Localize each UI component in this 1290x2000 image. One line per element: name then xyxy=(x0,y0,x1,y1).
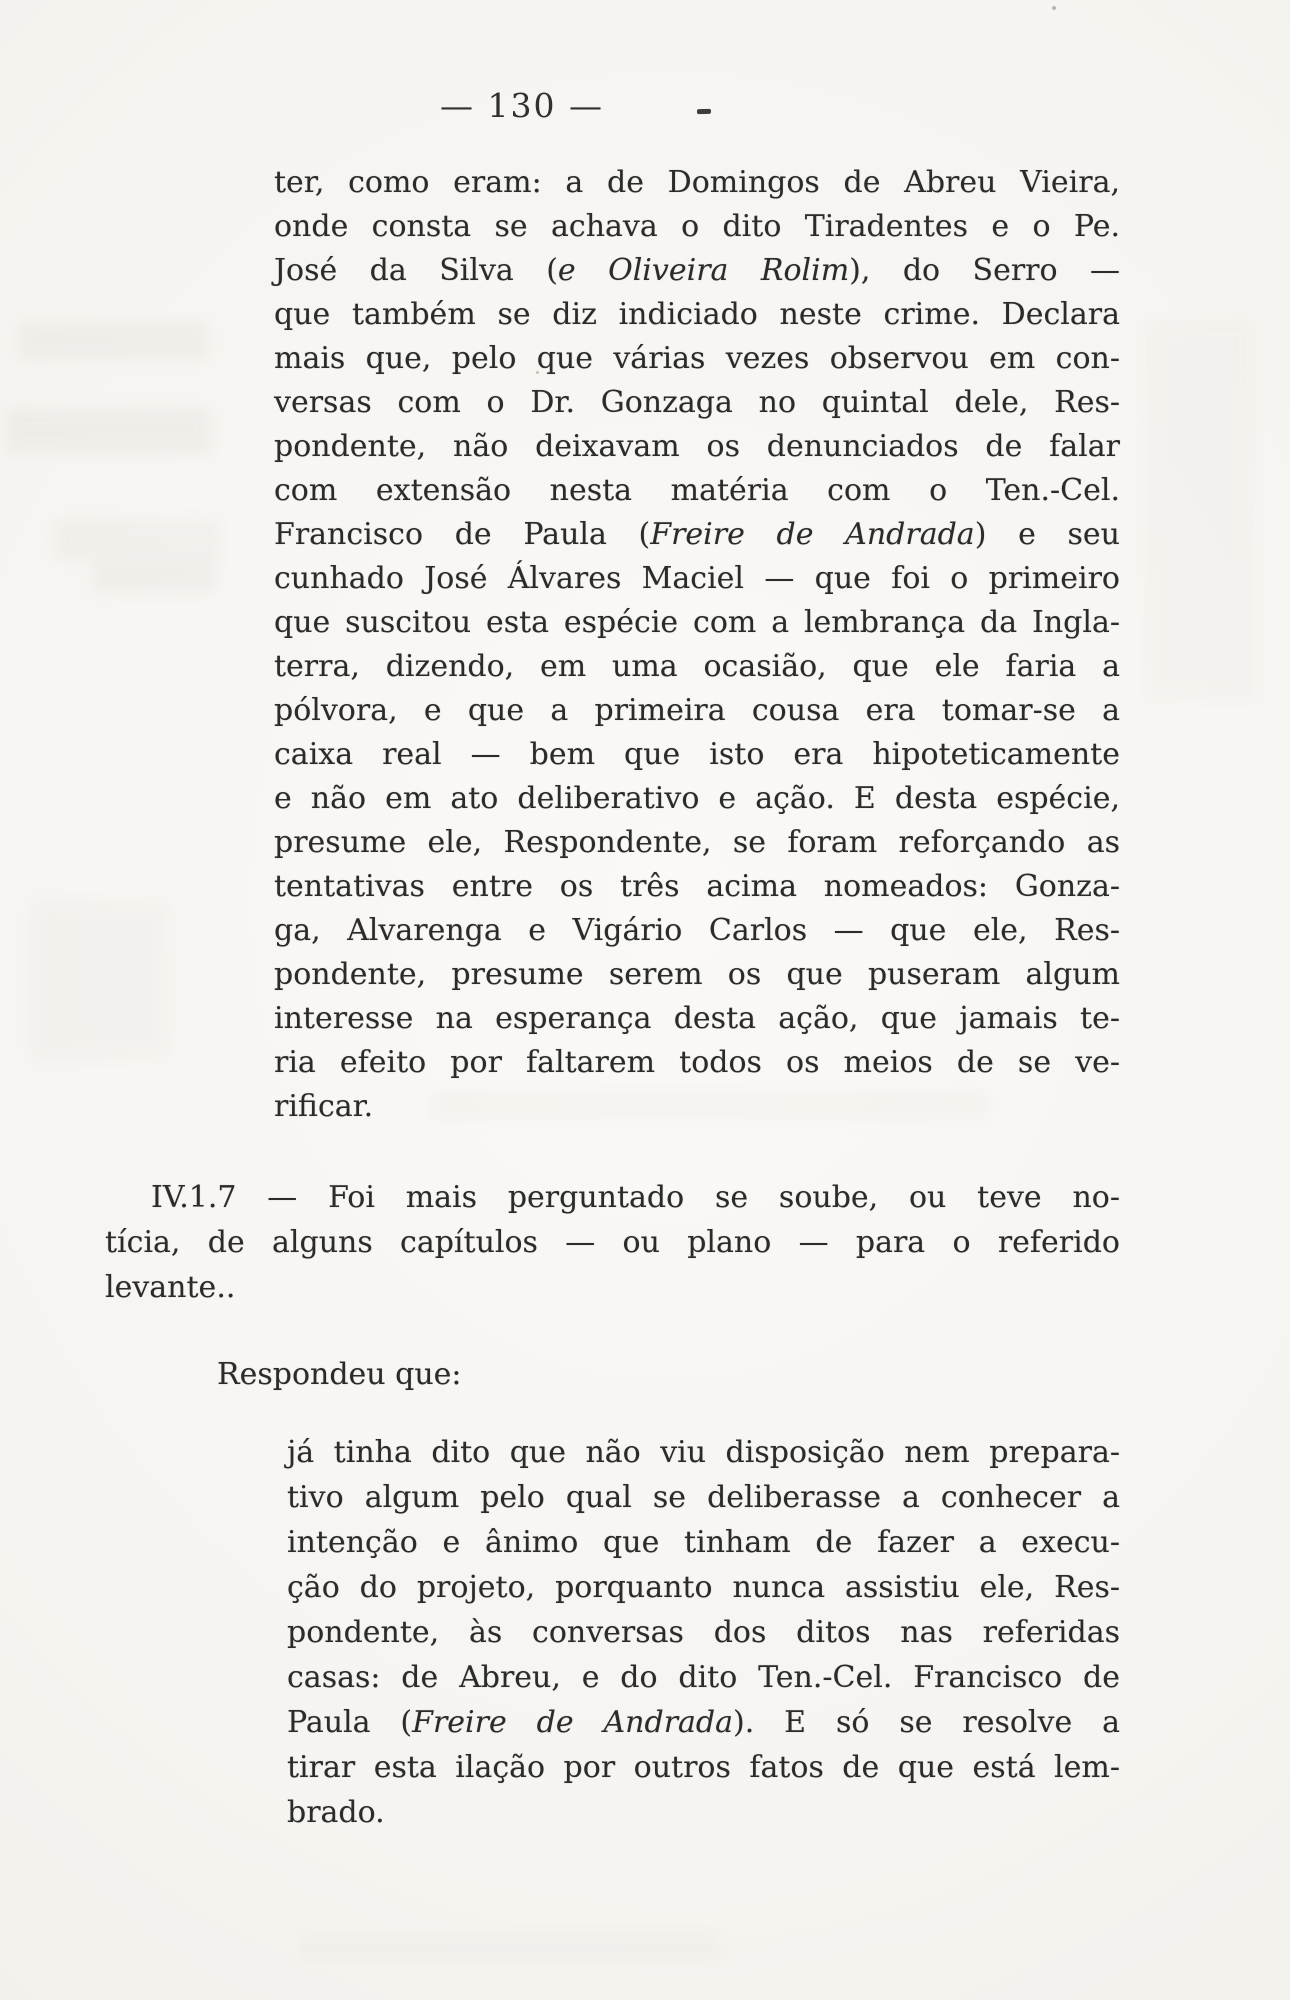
text-line: IV.1.7 — Foi mais perguntado se soube, ou teve no- xyxy=(151,1180,1120,1215)
response-paragraph xyxy=(287,1430,1120,1835)
response-lead-in: Respondeu que: xyxy=(217,1357,462,1392)
text-line: terra, dizendo, em uma ocasião, que ele faria a xyxy=(274,649,1120,684)
deposition-paragraph xyxy=(274,161,1120,1129)
text-line: ter, como eram: a de Domingos de Abreu Vieira, xyxy=(274,165,1120,200)
text-line: casas: de Abreu, e do dito Ten.-Cel. Francisco de xyxy=(287,1660,1120,1695)
scan-smudge xyxy=(92,560,217,594)
scan-smudge xyxy=(1145,320,1255,700)
page-number: — 130 — xyxy=(440,86,604,125)
text-line: tícia, de alguns capítulos — ou plano — para o referido xyxy=(105,1225,1120,1260)
text-line: cunhado José Álvares Maciel — que foi o primeiro xyxy=(274,561,1120,596)
text-line: já tinha dito que não viu disposição nem prepara- xyxy=(287,1435,1120,1470)
text-line: pondente, não deixavam os denunciados de falar xyxy=(274,429,1120,464)
scan-smudge xyxy=(55,520,220,560)
scan-smudge xyxy=(18,322,208,360)
text-line: José da Silva (e Oliveira Rolim), do Serro — xyxy=(274,253,1120,288)
text-line: interesse na esperança desta ação, que jamais te- xyxy=(274,1001,1120,1036)
text-line: tirar esta ilação por outros fatos de que está lem- xyxy=(287,1750,1120,1785)
text-line: pondente, presume serem os que puseram algum xyxy=(274,957,1120,992)
text-line: rificar. xyxy=(274,1089,374,1124)
text-line: tivo algum pelo qual se deliberasse a conhecer a xyxy=(287,1480,1120,1515)
text-line: presume ele, Respondente, se foram reforçando as xyxy=(274,825,1120,860)
text-line: onde consta se achava o dito Tiradentes e o Pe. xyxy=(274,209,1120,244)
dust-speck xyxy=(1052,6,1056,10)
text-line: Paula (Freire de Andrada). E só se resolve a xyxy=(287,1705,1121,1740)
text-line: que suscitou esta espécie com a lembrança da Ingla- xyxy=(274,605,1120,640)
text-line: mais que, pelo que várias vezes observou em con- xyxy=(274,341,1120,376)
text-line: pondente, às conversas dos ditos nas referidas xyxy=(287,1615,1120,1650)
text-line: ção do projeto, porquanto nunca assistiu ele, Res- xyxy=(287,1570,1120,1605)
text-line: levante.. xyxy=(105,1270,236,1305)
text-line: ga, Alvarenga e Vigário Carlos — que ele, Res- xyxy=(274,913,1120,948)
text-line: que também se diz indiciado neste crime. Declara xyxy=(274,297,1120,332)
text-line: intenção e ânimo que tinham de fazer a execu- xyxy=(287,1525,1120,1560)
question-paragraph-iv17 xyxy=(105,1175,1120,1310)
scan-smudge xyxy=(30,900,170,1060)
scan-smudge xyxy=(300,1935,720,1961)
scan-smudge xyxy=(6,408,211,454)
text-line: pólvora, e que a primeira cousa era tomar-se a xyxy=(274,693,1120,728)
text-line: caixa real — bem que isto era hipoteticamente xyxy=(274,737,1120,772)
text-line: ria efeito por faltarem todos os meios de se ve- xyxy=(274,1045,1120,1080)
text-line: com extensão nesta matéria com o Ten.-Cel. xyxy=(274,473,1120,508)
text-line: versas com o Dr. Gonzaga no quintal dele, Res- xyxy=(274,385,1120,420)
text-line: brado. xyxy=(287,1795,385,1830)
text-line: Francisco de Paula (Freire de Andrada) e seu xyxy=(274,517,1120,552)
text-line: tentativas entre os três acima nomeados: Gonza- xyxy=(274,869,1120,904)
text-line: e não em ato deliberativo e ação. E desta espécie, xyxy=(274,781,1120,816)
